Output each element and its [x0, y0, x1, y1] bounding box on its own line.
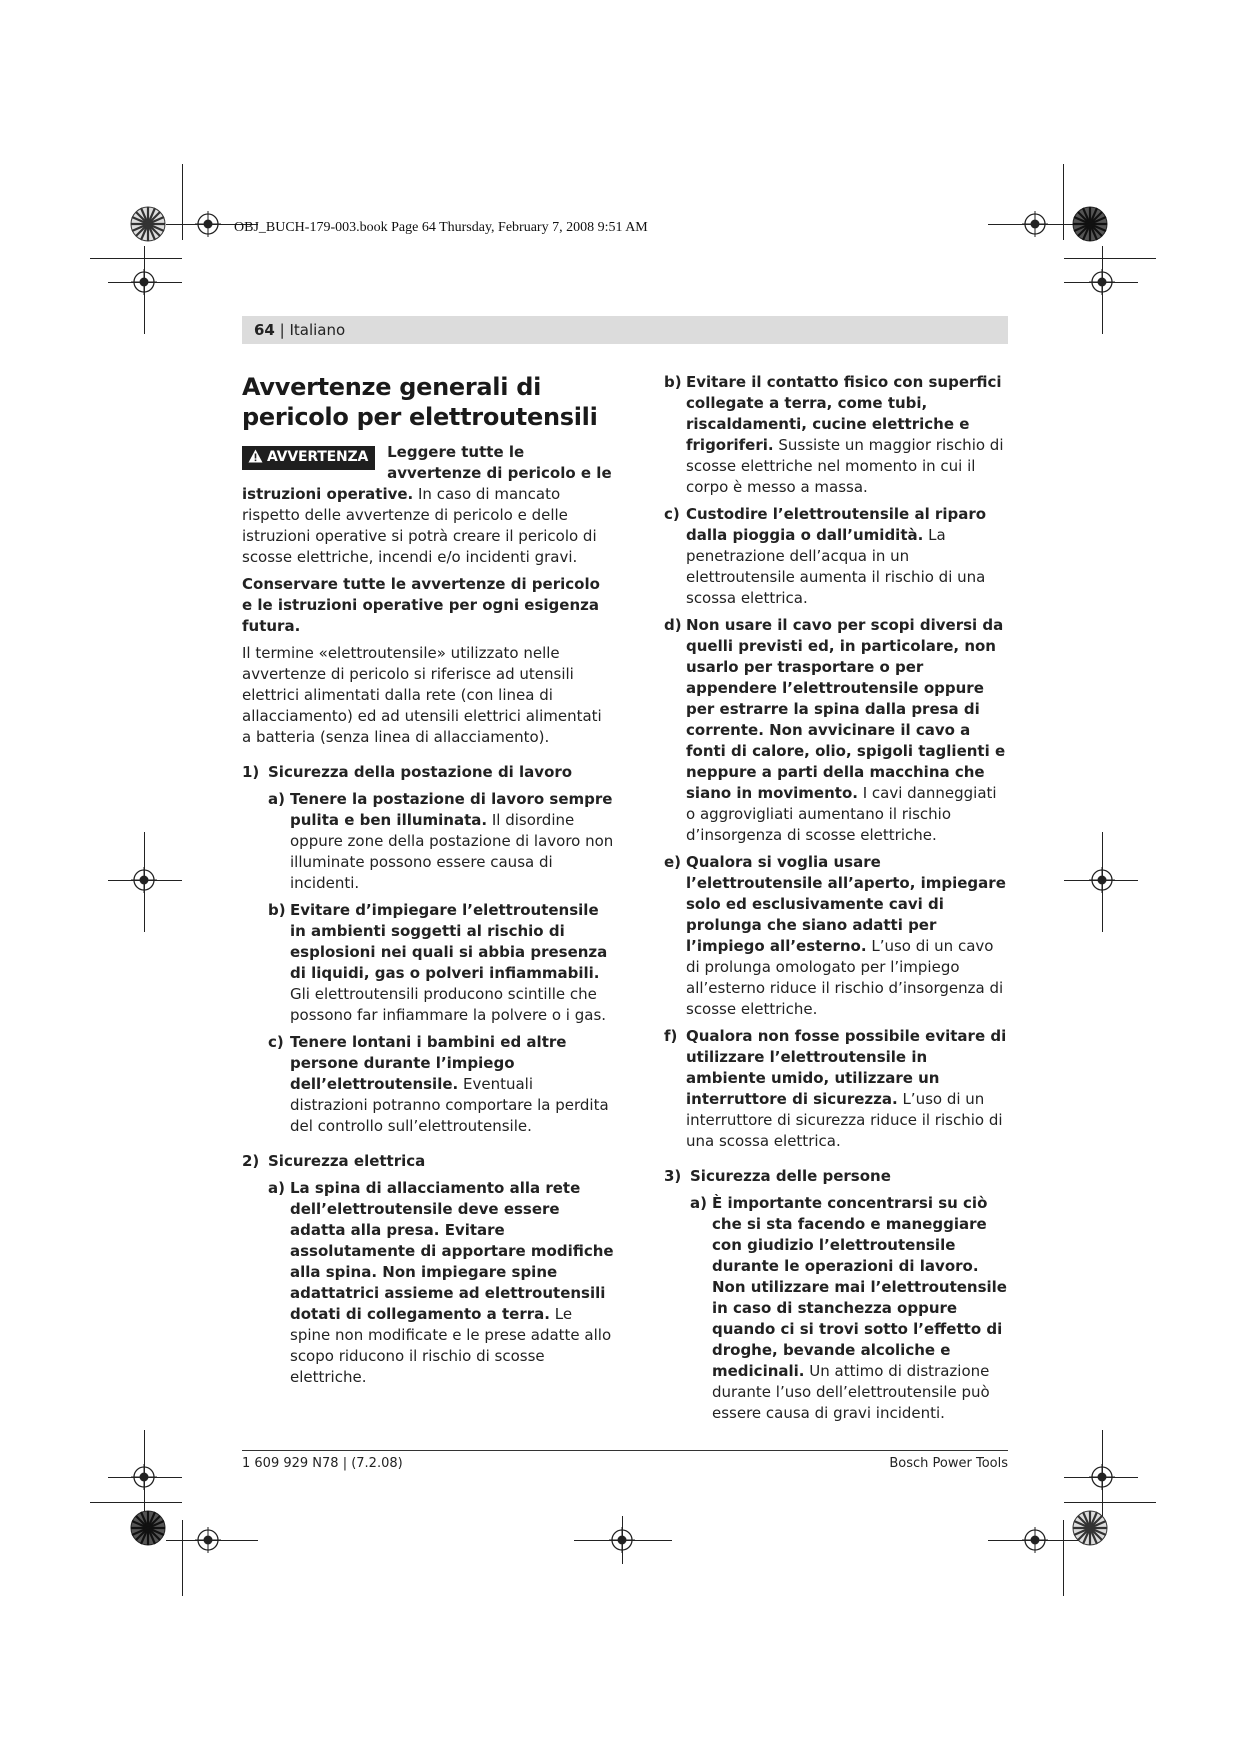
print-slug: OBJ_BUCH-179-003.book Page 64 Thursday, February 7, 2008 9:51 AM	[234, 220, 648, 235]
registration-mark-icon	[609, 1527, 635, 1553]
registration-mark-icon	[131, 269, 157, 295]
starburst-target-icon	[130, 1510, 166, 1546]
registration-mark-icon	[131, 867, 157, 893]
header-language: Italiano	[289, 321, 346, 339]
header-separator: |	[274, 321, 290, 339]
list-item: c) Tenere lontani i bambini ed altre persone durante l’impiego dell’elettroutensile. Eventuali distrazioni potranno comportare la perdita del controllo sull’elettroutensile.	[268, 1033, 609, 1135]
list-item: a) Tenere la postazione di lavoro sempre pulita e ben illuminata. Il disordine oppure zone della postazione di lavoro non illuminate possono essere causa di incidenti.	[268, 790, 614, 892]
list-item: c) Custodire l’elettroutensile al riparo dalla pioggia o dall’umidità. La penetrazione dell’acqua in un elettroutensile aumenta il rischio di una scossa elettrica.	[664, 505, 987, 607]
registration-mark-icon	[131, 1464, 157, 1490]
warning-badge-label: AVVERTENZA	[267, 449, 369, 465]
section-number: 1)	[242, 763, 260, 781]
registration-mark-icon	[1022, 211, 1048, 237]
left-column	[242, 372, 614, 1394]
page-header	[242, 316, 1008, 344]
warning-lead-text: In caso di mancato rispetto delle avvertenze di pericolo e delle istruzioni operative si potrà creare il pericolo di scosse elettriche, incendi e/o incidenti gravi.	[242, 485, 597, 566]
list-item: b) Evitare il contatto fisico con superfici collegate a terra, come tubi, riscaldamenti, cucine elettriche e frigoriferi. Sussiste un maggior rischio di scosse elettriche nel momento in cui il corpo è messo a massa.	[664, 373, 1004, 496]
keep-notice: Conservare tutte le avvertenze di pericolo e le istruzioni operative per ogni esigenza futura.	[242, 575, 600, 635]
registration-mark-icon	[195, 211, 221, 237]
section-heading	[664, 1166, 1010, 1187]
list-item: a) La spina di allacciamento alla rete dell’elettroutensile deve essere adatta alla presa. Evitare assolutamente di apportare modifiche alla spina. Non impiegare spine adattatrici assieme ad elettroutensili dotati di collegamento a terra. Le spine non modificate e le prese adatte allo scopo riducono il rischio di scosse elettriche.	[268, 1179, 614, 1386]
list-item: d) Non usare il cavo per scopi diversi da quelli previsti ed, in particolare, non usarlo per trasportare o per appendere l’elettroutensile oppure per estrarre la spina dalla presa di corrente. Non avvicinare il cavo a fonti di calore, olio, spigoli taglienti e neppure a parti della macchina che siano in movimento. I cavi danneggiati o aggrovigliati aumentano il rischio d’insorgenza di scosse elettriche.	[664, 616, 1006, 844]
warning-triangle-icon	[248, 449, 263, 463]
section-title: Sicurezza della postazione di lavoro	[268, 763, 573, 781]
section-title: Sicurezza delle persone	[690, 1167, 891, 1185]
starburst-target-icon	[130, 206, 166, 242]
registration-mark-icon	[1089, 867, 1115, 893]
list-item: a) È importante concentrarsi su ciò che si sta facendo e maneggiare con giudizio l’elettroutensile durante le operazioni di lavoro. Non utilizzare mai l’elettroutensile in caso di stanchezza oppure quando ci si trovi sotto l’effetto di droghe, bevande alcoliche e medicinali. Un attimo di distrazione durante l’uso dell’elettroutensile può essere causa di gravi incidenti.	[690, 1194, 1007, 1422]
warning-block	[242, 442, 614, 568]
starburst-target-icon	[1072, 206, 1108, 242]
warning-badge	[242, 446, 375, 470]
section-heading	[242, 762, 614, 783]
section-number: 2)	[242, 1152, 260, 1170]
section-number: 3)	[664, 1167, 682, 1185]
starburst-target-icon	[1072, 1510, 1108, 1546]
registration-mark-icon	[195, 1527, 221, 1553]
list-item: b) Evitare d’impiegare l’elettroutensile in ambienti soggetti al rischio di esplosioni nei quali si abbia presenza di liquidi, gas o polveri infiammabili. Gli elettroutensili producono scintille che possono far infiammare la polvere o i gas.	[268, 901, 608, 1024]
page-title: Avvertenze generali di pericolo per elettroutensili	[242, 373, 598, 431]
registration-mark-icon	[1022, 1527, 1048, 1553]
footer-divider	[242, 1450, 1008, 1451]
section-heading	[242, 1151, 614, 1172]
registration-mark-icon	[1089, 1464, 1115, 1490]
intro-paragraph: Il termine «elettroutensile» utilizzato nelle avvertenze di pericolo si riferisce ad utensili elettrici alimentati dalla rete (con linea di allacciamento) ed ad utensili elettrici alimentati a batteria (senza linea di allacciamento).	[242, 644, 602, 746]
footer-brand: Bosch Power Tools	[889, 1456, 1008, 1471]
list-item: e) Qualora si voglia usare l’elettroutensile all’aperto, impiegare solo ed esclusivamente cavi di prolunga che siano adatti per l’impiego all’esterno. L’uso di un cavo di prolunga omologato per l’impiego all’esterno riduce il rischio d’insorgenza di scosse elettriche.	[664, 853, 1006, 1018]
registration-mark-icon	[1089, 269, 1115, 295]
warning-lead-bold: Leggere tutte le avvertenze di pericolo e le istruzioni operative.	[242, 443, 612, 503]
page-number: 64	[254, 321, 275, 339]
footer-doc-number: 1 609 929 N78 | (7.2.08)	[242, 1456, 403, 1471]
section-title: Sicurezza elettrica	[268, 1152, 426, 1170]
right-column	[664, 372, 1010, 1430]
list-item: f) Qualora non fosse possibile evitare di utilizzare l’elettroutensile in ambiente umido, utilizzare un interruttore di sicurezza. L’uso di un interruttore di sicurezza riduce il rischio di una scossa elettrica.	[664, 1027, 1007, 1150]
